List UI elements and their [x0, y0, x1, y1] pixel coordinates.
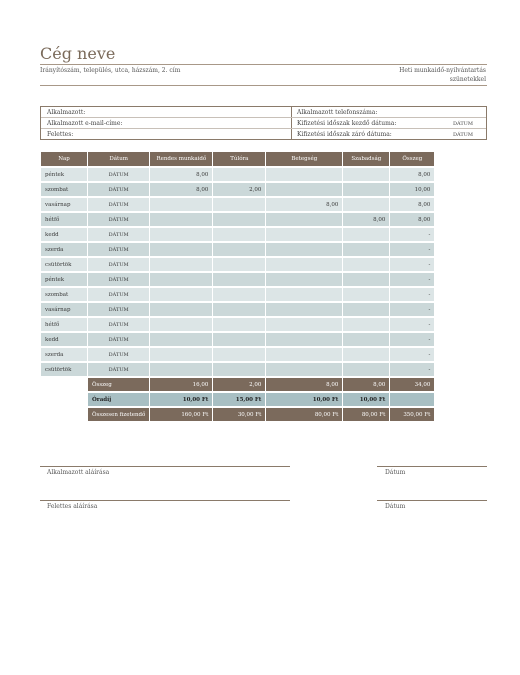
table-row [41, 168, 434, 181]
col-header-date: Dátum [88, 152, 149, 166]
cell-overtime[interactable] [213, 168, 265, 181]
cell-date[interactable]: DÁTUM [88, 183, 149, 196]
cell-date[interactable]: DÁTUM [88, 303, 149, 316]
period-start-label: Kifizetési időszak kezdő dátuma: [297, 120, 397, 127]
cell-regular[interactable] [150, 213, 212, 226]
cell-regular[interactable]: 8,00 [150, 183, 212, 196]
table-row [41, 213, 434, 226]
col-header-sick: Betegség [266, 152, 342, 166]
cell-vacation[interactable] [343, 183, 389, 196]
manager-signature-label: Felettes aláírása [47, 503, 98, 510]
cell-date[interactable]: DÁTUM [88, 318, 149, 331]
info-row [41, 129, 486, 140]
cell-day: péntek [41, 273, 87, 286]
employee-label[interactable]: Alkalmazott: [47, 109, 86, 116]
timesheet-table [40, 150, 435, 423]
rate-row [41, 393, 434, 406]
period-start-value[interactable]: DÁTUM [453, 121, 474, 127]
table-row [41, 228, 434, 241]
cell-sick[interactable] [266, 243, 342, 256]
cell-sick[interactable] [266, 318, 342, 331]
cell-vacation[interactable] [343, 363, 389, 376]
cell-sick[interactable] [266, 303, 342, 316]
cell-vacation[interactable] [343, 243, 389, 256]
cell-total: - [390, 243, 434, 256]
cell-overtime[interactable] [213, 333, 265, 346]
cell-sick[interactable]: 8,00 [266, 198, 342, 211]
pay-vacation: 80,00 Ft [343, 408, 389, 421]
cell-vacation[interactable] [343, 228, 389, 241]
cell-day: hétfő [41, 318, 87, 331]
table-row [41, 303, 434, 316]
cell-day: csütörtök [41, 258, 87, 271]
cell-date[interactable]: DÁTUM [88, 198, 149, 211]
sum-blank [41, 378, 87, 391]
table-row [41, 288, 434, 301]
cell-sick[interactable] [266, 183, 342, 196]
manager-signature-line[interactable] [40, 500, 290, 501]
cell-date[interactable]: DÁTUM [88, 243, 149, 256]
company-address: Irányítószám, település, utca, házszám, 2. cím [40, 67, 181, 74]
cell-sick[interactable] [266, 228, 342, 241]
sum-label: Összeg [88, 378, 149, 391]
info-row [41, 107, 486, 118]
cell-regular[interactable] [150, 258, 212, 271]
cell-day: csütörtök [41, 363, 87, 376]
cell-date[interactable]: DÁTUM [88, 348, 149, 361]
rate-regular[interactable]: 10,00 Ft [150, 393, 212, 406]
cell-regular[interactable] [150, 243, 212, 256]
col-header-day: Nap [41, 152, 87, 166]
table-row [41, 183, 434, 196]
rate-label: Óradíj [88, 393, 149, 406]
rate-total [390, 393, 434, 406]
sum-row [41, 378, 434, 391]
cell-overtime[interactable] [213, 318, 265, 331]
rate-overtime[interactable]: 15,00 Ft [213, 393, 265, 406]
pay-label: Összesen fizetendő [88, 408, 149, 421]
cell-vacation[interactable] [343, 318, 389, 331]
cell-total: 10,00 [390, 183, 434, 196]
pay-regular: 160,00 Ft [150, 408, 212, 421]
rate-sick[interactable]: 10,00 Ft [266, 393, 342, 406]
table-header-row [41, 152, 434, 166]
sum-vacation: 8,00 [343, 378, 389, 391]
info-row [41, 118, 486, 129]
employee-info-box [40, 106, 487, 140]
date2-label: Dátum [385, 503, 406, 510]
col-header-overtime: Túlóra [213, 152, 265, 166]
cell-total: - [390, 333, 434, 346]
cell-regular[interactable] [150, 303, 212, 316]
cell-sick[interactable] [266, 363, 342, 376]
cell-total: - [390, 288, 434, 301]
doc-title-line2: szünetekkel [449, 76, 486, 83]
cell-sick[interactable] [266, 213, 342, 226]
pay-blank [41, 408, 87, 421]
pay-sick: 80,00 Ft [266, 408, 342, 421]
cell-day: hétfő [41, 213, 87, 226]
date2-line[interactable] [377, 500, 487, 501]
cell-day: kedd [41, 333, 87, 346]
cell-day: szerda [41, 243, 87, 256]
cell-day: péntek [41, 168, 87, 181]
cell-vacation[interactable] [343, 273, 389, 286]
cell-day: vasárnap [41, 303, 87, 316]
cell-sick[interactable] [266, 333, 342, 346]
cell-regular[interactable] [150, 198, 212, 211]
cell-total: - [390, 228, 434, 241]
cell-day: szerda [41, 348, 87, 361]
cell-regular[interactable] [150, 288, 212, 301]
table-row [41, 363, 434, 376]
cell-regular[interactable] [150, 333, 212, 346]
cell-vacation[interactable] [343, 198, 389, 211]
sum-sick: 8,00 [266, 378, 342, 391]
cell-date[interactable]: DÁTUM [88, 363, 149, 376]
cell-overtime[interactable] [213, 273, 265, 286]
period-end-label: Kifizetési időszak záró dátuma: [297, 131, 392, 138]
cell-sick[interactable] [266, 348, 342, 361]
rate-vacation[interactable]: 10,00 Ft [343, 393, 389, 406]
cell-total: 8,00 [390, 213, 434, 226]
cell-overtime[interactable] [213, 258, 265, 271]
pay-row [41, 408, 434, 421]
cell-overtime[interactable] [213, 288, 265, 301]
cell-vacation[interactable] [343, 288, 389, 301]
cell-vacation[interactable] [343, 348, 389, 361]
table-row [41, 318, 434, 331]
manager-label[interactable]: Felettes: [47, 131, 74, 138]
sum-total: 34,00 [390, 378, 434, 391]
table-row [41, 348, 434, 361]
cell-total: - [390, 303, 434, 316]
cell-date[interactable]: DÁTUM [88, 213, 149, 226]
cell-overtime[interactable] [213, 348, 265, 361]
cell-overtime[interactable] [213, 228, 265, 241]
pay-total: 350,00 Ft [390, 408, 434, 421]
cell-overtime[interactable] [213, 363, 265, 376]
cell-vacation[interactable] [343, 168, 389, 181]
cell-date[interactable]: DÁTUM [88, 333, 149, 346]
cell-total: - [390, 363, 434, 376]
table-row [41, 258, 434, 271]
cell-regular[interactable] [150, 273, 212, 286]
cell-total: 8,00 [390, 168, 434, 181]
cell-vacation[interactable] [343, 333, 389, 346]
header-rule-bottom [40, 85, 487, 86]
cell-overtime[interactable] [213, 198, 265, 211]
cell-sick[interactable] [266, 273, 342, 286]
cell-sick[interactable] [266, 258, 342, 271]
cell-total: - [390, 258, 434, 271]
cell-vacation[interactable] [343, 303, 389, 316]
pay-overtime: 30,00 Ft [213, 408, 265, 421]
cell-regular[interactable] [150, 348, 212, 361]
cell-regular[interactable] [150, 228, 212, 241]
cell-date[interactable]: DÁTUM [88, 228, 149, 241]
cell-total: - [390, 348, 434, 361]
table-row [41, 198, 434, 211]
cell-total: - [390, 273, 434, 286]
cell-overtime[interactable] [213, 213, 265, 226]
sum-regular: 16,00 [150, 378, 212, 391]
cell-vacation[interactable] [343, 258, 389, 271]
cell-vacation[interactable]: 8,00 [343, 213, 389, 226]
company-name: Cég neve [40, 44, 116, 63]
table-row [41, 273, 434, 286]
rate-blank [41, 393, 87, 406]
col-header-vacation: Szabadság [343, 152, 389, 166]
col-header-total: Összeg [390, 152, 434, 166]
cell-date[interactable]: DÁTUM [88, 288, 149, 301]
cell-day: kedd [41, 228, 87, 241]
cell-regular[interactable]: 8,00 [150, 168, 212, 181]
cell-total: 8,00 [390, 198, 434, 211]
period-end-value[interactable]: DÁTUM [453, 132, 474, 138]
col-header-regular: Rendes munkaidő [150, 152, 212, 166]
cell-day: vasárnap [41, 198, 87, 211]
employee-signature-line[interactable] [40, 466, 290, 467]
cell-date[interactable]: DÁTUM [88, 258, 149, 271]
cell-day: szombat [41, 288, 87, 301]
employee-signature-label: Alkalmazott aláírása [47, 469, 110, 476]
cell-sick[interactable] [266, 168, 342, 181]
cell-date[interactable]: DÁTUM [88, 273, 149, 286]
table-row [41, 243, 434, 256]
date1-label: Dátum [385, 469, 406, 476]
cell-regular[interactable] [150, 318, 212, 331]
cell-sick[interactable] [266, 288, 342, 301]
header-rule-top [40, 64, 487, 65]
cell-day: szombat [41, 183, 87, 196]
doc-title-line1: Heti munkaidő-nyilvántartás [399, 67, 486, 74]
cell-total: - [390, 318, 434, 331]
table-row [41, 333, 434, 346]
cell-regular[interactable] [150, 363, 212, 376]
cell-date[interactable]: DÁTUM [88, 168, 149, 181]
sum-overtime: 2,00 [213, 378, 265, 391]
cell-overtime[interactable] [213, 243, 265, 256]
employee-phone-label[interactable]: Alkalmazott telefonszáma: [297, 109, 378, 116]
cell-overtime[interactable] [213, 303, 265, 316]
date1-line[interactable] [377, 466, 487, 467]
cell-overtime[interactable]: 2,00 [213, 183, 265, 196]
employee-email-label[interactable]: Alkalmazott e-mail-címe: [47, 120, 123, 127]
